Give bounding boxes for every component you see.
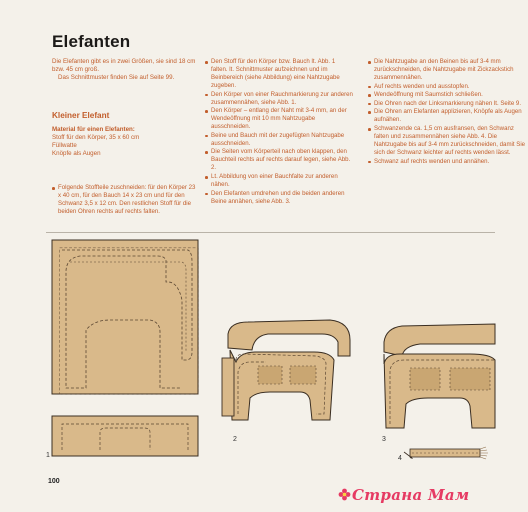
- page-title: Elefanten: [52, 32, 131, 51]
- section-subtitle: Kleiner Elefant: [52, 111, 110, 120]
- page-number: 100: [48, 478, 60, 485]
- instruction-step: Den Elefanten umdrehen und die beiden anderen Beine annähen, siehe Abb. 3.: [205, 190, 353, 206]
- instruction-step: Die Ohren nach der Linksmarkierung nähen lt. Seite 9.: [368, 100, 528, 108]
- figure-label-1: 1: [46, 452, 50, 459]
- instruction-step: Den Körper – entlang der Naht mit 3-4 mm, an der Wendeöffnung mit 10 mm Nahtzugabe ausschneiden.: [205, 107, 353, 131]
- figure-1-body-pattern: [52, 240, 198, 394]
- instruction-step: Den Stoff für den Körper bzw. Bauch lt. Abb. 1 falten. lt. Schnittmuster aufzeichnen und im Beinbereich (siehe Abbildung) eine Nahtzugabe zugeben.: [205, 58, 353, 90]
- figure-2-assembly: [222, 320, 350, 420]
- instruction-step: Schwanz auf rechts wenden und annähen.: [368, 158, 528, 166]
- intro-line-1: Die Elefanten gibt es in zwei Größen, sie sind 18 cm bzw. 45 cm groß.: [52, 58, 196, 73]
- flower-logo-icon: [338, 488, 351, 501]
- materials-line-3: Knöpfe als Augen: [52, 150, 101, 157]
- figure-4-tail: [404, 447, 488, 459]
- figure-label-2: 2: [233, 436, 237, 443]
- instruction-step: Lt. Abbildung von einer Bauchfalte zur anderen nähen.: [205, 173, 353, 189]
- figure-label-3: 3: [382, 436, 386, 443]
- instruction-step: Die Nahtzugabe an den Beinen bis auf 3-4 mm zurückschneiden, die Nahtzugabe mit Zickzackstich zusammennähen.: [368, 58, 528, 82]
- instruction-step: Schwanzende ca. 1,5 cm ausfransen, den Schwanz falten und zusammennähen siehe Abb. 4. Die Nahtzugabe bis auf 3-4 mm zurückschneiden, damit Sie sich der Schwanz leichter auf rechts wenden lässt.: [368, 125, 528, 157]
- figure-1-belly-pattern: [52, 416, 198, 456]
- instruction-step: Folgende Stoffteile zuschneiden: für den Körper 23 x 40 cm, für den Bauch 14 x 23 cm und für den Schwanz 3,5 x 12 cm. Den restlichen Stoff für die beiden Ohren rechts auf rechts falten.: [52, 184, 200, 216]
- instruction-step: Wendeöffnung mit Saumstich schließen.: [368, 91, 528, 99]
- figure-label-4: 4: [398, 455, 402, 462]
- figure-3-assembly: [384, 324, 495, 428]
- instruction-step: Die Ohren am Elefanten applizieren, Knöpfe als Augen aufnähen.: [368, 108, 528, 124]
- instruction-step: Die Seiten vom Körperteil nach oben klappen, den Bauchteil rechts auf rechts darauf legen, siehe Abb. 2.: [205, 148, 353, 172]
- materials-line-1: Stoff für den Körper, 35 x 60 cm: [52, 134, 140, 141]
- materials-heading: Material für einen Elefanten:: [52, 126, 135, 133]
- site-watermark: Страна Мам: [352, 486, 470, 504]
- materials-line-2: Füllwatte: [52, 142, 77, 149]
- instruction-step: Beine und Bauch mit der zugefügten Nahtzugabe ausschneiden.: [205, 132, 353, 148]
- instruction-step: Auf rechts wenden und ausstopfen.: [368, 83, 528, 91]
- intro-line-2: Das Schnittmuster finden Sie auf Seite 99.: [58, 74, 175, 81]
- instruction-step: Den Körper von einer Rauchmarkierung zur anderen zusammennähen, siehe Abb. 1.: [205, 91, 353, 107]
